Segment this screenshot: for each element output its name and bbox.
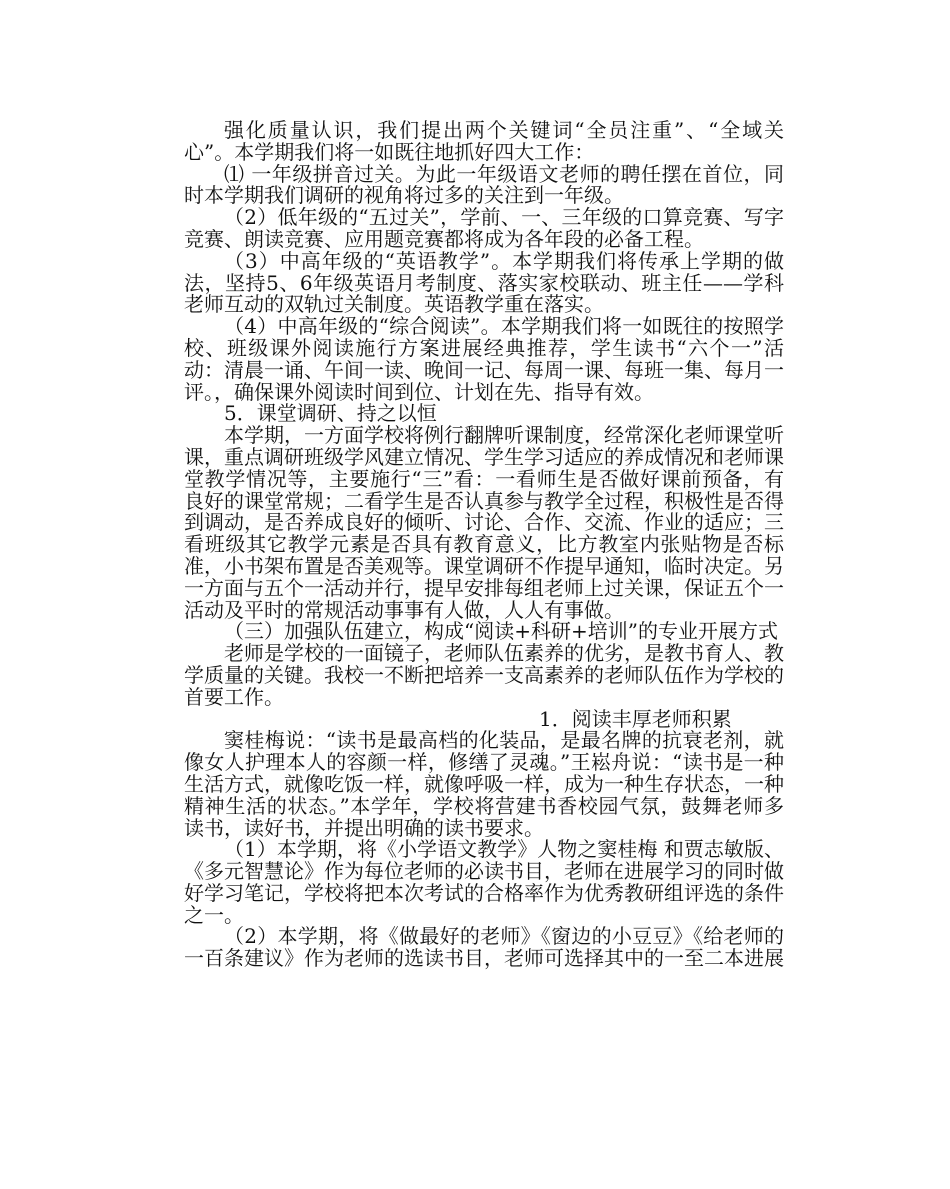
paragraph-optional-books: （2）本学期，将《做最好的老师》《窗边的小豆豆》《给老师的一百条建议》作为老师的选读书目，老师可选择其中的一至二本进展: [184, 924, 784, 971]
paragraph-item-4-reading: （4）中高年级的“综合阅读”。本学期我们将一如既往的按照学校、班级课外阅读施行方案进展经典推荐，学生读书“六个一”活动：清晨一诵、午间一读、晚间一记、每周一课、每班一集、每月一评。，确保课外阅读时间到位、计划在先、指导有效。: [184, 314, 784, 404]
paragraph-item-1-pinyin: ⑴ 一年级拼音过关。为此一年级语文老师的聘任摆在首位，同时本学期我们调研的视角将过多的关注到一年级。: [184, 161, 784, 208]
paragraph-quotes: 窦桂梅说：“读书是最高档的化装品，是最名牌的抗衰老剂，就像女人护理本人的容颜一样，修缮了灵魂。”王崧舟说：“读书是一种生活方式，就像吃饭一样，就像呼吸一样，成为一种生存状态，一种精神生活的状态。”本学年，学校将营建书香校园气氛，鼓舞老师多读书，读好书，并提出明确的读书要求。: [184, 728, 784, 840]
paragraph-classroom-research: 本学期，一方面学校将例行翻牌听课制度，经常深化老师课堂听课，重点调研班级学风建立情况、学生学习适应的养成情况和老师课堂教学情况等，主要施行“三”看：一看师生是否做好课前预备，有良好的课堂常规；二看学生是否认真参与教学全过程，积极性是否得到调动，是否养成良好的倾听、讨论、合作、交流、作业的适应；三看班级其它教学元素是否具有教育意义，比方教室内张贴物是否标准，小书架布置是否美观等。课堂调研不作提早通知，临时决定。另一方面与五个一活动并行，提早安排每组老师上过关课，保证五个一活动及平时的常规活动事事有人做，人人有事做。: [184, 423, 784, 622]
paragraph-required-books: （1）本学期，将《小学语文教学》人物之窦桂梅 和贾志敏版、《多元智慧论》作为每位老师的必读书目，老师在进展学习的同时做好学习笔记，学校将把本次考试的合格率作为优秀教研组评选的条件之一。: [184, 837, 784, 927]
section-heading-classroom-research: 5．课堂调研、持之以恒: [224, 401, 437, 426]
document-page: [184, 120, 784, 970]
paragraph-item-2-five-passes: （2）低年级的“五过关”，学前、一、三年级的口算竞赛、写字竞赛、朗读竞赛、应用题竞赛都将成为各年段的必备工程。: [184, 205, 784, 251]
section-heading-team-building: （三）加强队伍建立，构成“阅读+科研+培训”的专业开展方式: [224, 619, 778, 644]
paragraph-teacher-mirror: 老师是学校的一面镜子，老师队伍素养的优劣，是教书育人、教学质量的关键。我校一不断把培养一支高素养的老师队伍作为学校的首要工作。: [184, 641, 784, 709]
paragraph-quality-awareness: 强化质量认识，我们提出两个关键词“全员注重”、“全域关心”。本学期我们将一如既往地抓好四大工作：: [184, 118, 784, 164]
section-heading-reading-accumulation: 1．阅读丰厚老师积累: [539, 706, 732, 731]
paragraph-item-3-english: （3）中高年级的“英语教学”。本学期我们将传承上学期的做法，坚持5、6年级英语月考制度、落实家校联动、班主任——学科老师互动的双轨过关制度。英语教学重在落实。: [184, 248, 784, 317]
